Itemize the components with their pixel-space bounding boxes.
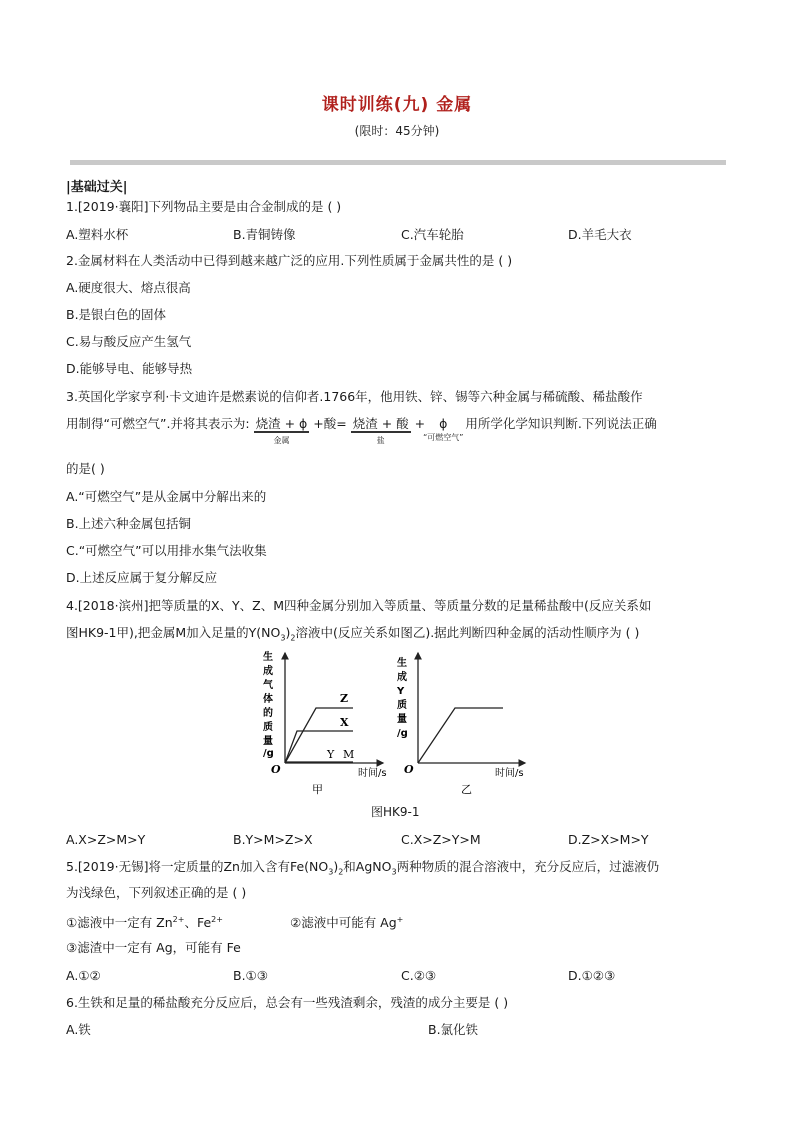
label-y: Y — [327, 748, 335, 761]
equation-middle: +酸= — [313, 416, 347, 431]
time-limit: (限时：45分钟) — [354, 124, 440, 138]
right-origin: O — [404, 763, 414, 776]
question-5-option-b: B.①③ — [233, 968, 268, 983]
left-origin: O — [271, 763, 281, 776]
svg-text:成: 成 — [263, 666, 273, 677]
svg-text:体: 体 — [263, 694, 273, 705]
question-4-line-2: 图HK9-1甲),把金属M加入足量的$Y(NO_3)_2$溶液中(反应关系如图乙).据此判断四种金属的活动性顺序为 ( ) — [66, 625, 640, 643]
question-1-option-a: A.塑料水杯 — [66, 227, 129, 242]
svg-text:量: 量 — [397, 714, 407, 725]
question-5-option-d: D.①②③ — [568, 968, 616, 983]
svg-text:Y: Y — [397, 686, 405, 697]
svg-text:成: 成 — [397, 672, 407, 683]
question-6-option-a: A.铁 — [66, 1022, 91, 1037]
label-x: X — [340, 716, 349, 729]
label-z: Z — [340, 692, 349, 705]
question-2-option-c: C.易与酸反应产生氢气 — [66, 334, 192, 349]
svg-text:生: 生 — [263, 652, 273, 663]
question-3-option-a: A.“可燃空气”是从金属中分解出来的 — [66, 489, 267, 504]
svg-text:质: 质 — [263, 722, 273, 733]
left-figure-name: 甲 — [312, 783, 323, 796]
question-4-option-b: B.Y>M>Z>X — [233, 832, 313, 847]
question-4-line-1: 4.[2018·滨州]把等质量的X、Y、Z、M四种金属分别加入等质量、等质量分数的足量稀盐酸中(反应关系如 — [66, 598, 652, 613]
svg-text:的: 的 — [263, 708, 273, 719]
right-y-label — [396, 656, 408, 739]
header-divider — [70, 160, 726, 165]
question-1-stem: 1.[2019·襄阳]下列物品主要是由合金制成的是 ( ) — [66, 199, 342, 214]
question-2-option-a: A.硬度很大、熔点很高 — [66, 280, 191, 295]
question-5-option-a: A.①② — [66, 968, 101, 983]
svg-text:/g: /g — [263, 748, 274, 759]
question-3-line-1: 3.英国化学家亨利·卡文迪许是燃素说的信仰者.1766年，他用铁、锌、锡等六种金属与稀硫酸、稀盐酸作 — [66, 389, 643, 404]
question-5-statement-3: ③滤渣中一定有 Ag，可能有 Fe — [66, 940, 241, 955]
svg-text:生: 生 — [397, 658, 407, 669]
curve-y-generated — [418, 708, 503, 763]
question-5-statement-1: ①滤液中一定有 $Zn^{2+}$、$Fe^{2+}$ — [66, 915, 223, 931]
question-3-line-2-prefix: 用制得“可燃空气”.并将其表示为: — [66, 416, 250, 431]
question-2-option-b: B.是银白色的固体 — [66, 307, 167, 322]
equation-term-salt: 烧渣 + 酸 盐 — [352, 416, 409, 445]
question-3-line-3: 的是( ) — [66, 461, 105, 476]
label-m: M — [343, 748, 355, 761]
left-y-label — [263, 650, 274, 759]
question-3-option-b: B.上述六种金属包括铜 — [66, 516, 192, 531]
question-3-option-d: D.上述反应属于复分解反应 — [66, 570, 218, 585]
svg-text:/g: /g — [397, 728, 408, 739]
question-3-line-2-suffix: 用所学化学知识判断.下列说法正确 — [465, 416, 657, 431]
question-6-stem: 6.生铁和足量的稀盐酸充分反应后，总会有一些残渣剩余，残渣的成分主要是 ( ) — [66, 995, 509, 1010]
section-heading: |基础过关| — [66, 180, 128, 195]
svg-text:质: 质 — [397, 700, 407, 711]
figure-hk9-1 — [255, 648, 540, 800]
figure-caption: 图HK9-1 — [371, 805, 420, 819]
question-1-option-b: B.青铜铸像 — [233, 227, 296, 242]
right-x-label: 时间/s — [495, 768, 524, 779]
question-5-statement-2: ②滤液中可能有 Ag+ — [290, 915, 404, 931]
svg-text:气: 气 — [263, 680, 273, 691]
equation-term-gas: ϕ “可燃空气” — [423, 416, 464, 442]
question-4-option-d: D.Z>X>M>Y — [568, 832, 649, 847]
question-1-option-d: D.羊毛大衣 — [568, 227, 632, 242]
right-figure-name: 乙 — [461, 783, 472, 796]
question-3-option-c: C.“可燃空气”可以用排水集气法收集 — [66, 543, 267, 558]
question-2-option-d: D.能够导电、能够导热 — [66, 361, 193, 376]
question-5-line-1: 5.[2019·无锡]将一定质量的Zn加入含有$Fe(NO_3)_2$和AgNO$_3$两种物质的混合溶液中，充分反应后，过滤液仍 — [66, 859, 660, 877]
question-5-line-2: 为浅绿色，下列叙述正确的是 ( ) — [66, 885, 247, 900]
question-4-option-a: A.X>Z>M>Y — [66, 832, 146, 847]
page-title: 课时训练(九) 金属 — [321, 95, 473, 115]
svg-text:量: 量 — [263, 736, 273, 747]
question-6-option-b: B.氯化铁 — [428, 1022, 479, 1037]
question-1-option-c: C.汽车轮胎 — [401, 227, 464, 242]
question-4-option-c: C.X>Z>Y>M — [401, 832, 481, 847]
equation-plus: + — [414, 416, 426, 431]
question-2-stem: 2.金属材料在人类活动中已得到越来越广泛的应用.下列性质属于金属共性的是 ( ) — [66, 253, 513, 268]
question-3-line-2 — [66, 416, 657, 445]
equation-term-metal: 烧渣 + ϕ 金属 — [255, 416, 308, 445]
question-5-option-c: C.②③ — [401, 968, 437, 983]
left-x-label: 时间/s — [358, 768, 387, 779]
